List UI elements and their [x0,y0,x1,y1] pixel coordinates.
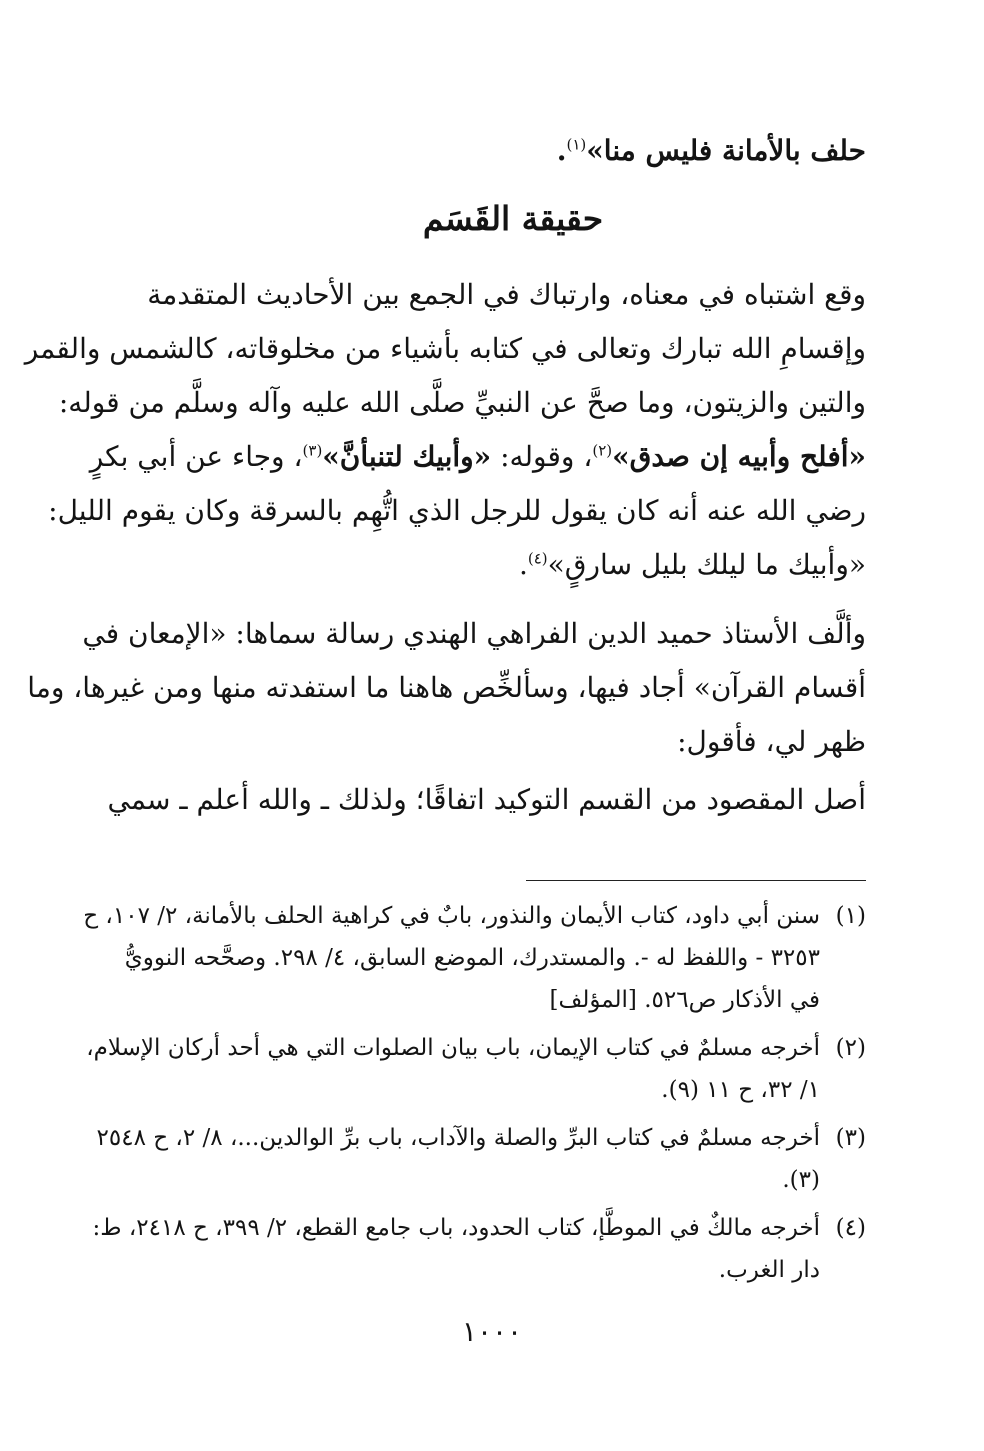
punctuation: . [518,548,528,581]
text-line: أقسام القرآن» أجاد فيها، وسألخِّص هاهنا ما استفدته منها ومن غيرها، وما [27,671,866,704]
text-line: ظهر لي، فأقول: [677,725,866,758]
quote-end: حلف بالأمانة فليس منا» [586,134,866,167]
footnote-separator [526,880,866,881]
text-line: رضي الله عنه أنه كان يقول للرجل الذي اتُّهِم بالسرقة وكان يقوم الليل: [48,494,866,527]
footnote-text [86,1027,820,1111]
footnote-line: أخرجه مالكٌ في الموطَّإ، كتاب الحدود، باب جامع القطع، ٢/ ٣٩٩، ح ٢٤١٨، ط: [92,1215,820,1241]
paragraph-2 [27,607,866,769]
punctuation: . [556,134,567,167]
text-line: وألَّف الأستاذ حميد الدين الفراهي الهندي رسالة سماها: «الإمعان في [82,617,866,650]
footnote-line: دار الغرب. [718,1257,820,1283]
footnote-text [83,895,820,1021]
section-heading: حقيقة القَسَم [422,199,604,238]
footnote [86,1027,866,1111]
text-line [160,538,866,592]
text-line: والتين والزيتون، وما صحَّ عن النبيِّ صلَّى الله عليه وآله وسلَّم من قوله: [58,386,866,419]
footnote-line: سنن أبي داود، كتاب الأيمان والنذور، بابٌ في كراهية الحلف بالأمانة، ٢/ ١٠٧، ح [83,903,820,929]
footnote-number: (٣) [835,1125,866,1151]
page-number: ١٠٠٠ [461,1315,523,1348]
paragraph-1 [24,268,866,592]
footnote-line: ١/ ٣٢، ح ١١ (٩). [661,1077,820,1103]
footnote-number: (١) [835,903,866,929]
footnote-ref: (٢) [592,441,613,460]
footnote-ref: (١) [566,135,587,154]
carryover-line [160,124,866,178]
text-line: وقع اشتباه في معناه، وارتباك في الجمع بين الأحاديث المتقدمة [147,278,866,311]
footnote [92,1207,866,1291]
text-line [160,124,866,178]
footnotes [83,895,866,1297]
footnote [96,1117,866,1201]
footnote-ref: (٣) [302,441,323,460]
footnote-ref: (٤) [527,549,548,568]
footnote-text [97,1117,820,1201]
hadith-quote: «وأبيك لتنبأنَّ» [322,440,492,473]
footnote-number: (٤) [835,1215,866,1241]
footnote-line: ٣٢٥٣ - واللفظ له -. والمستدرك، الموضع السابق، ٤/ ٢٩٨. وصحَّحه النوويُّ [124,945,820,971]
text-span: ، وقوله: [491,440,593,473]
text-line: وإقسامِ الله تبارك وتعالى في كتابه بأشياء من مخلوقاته، كالشمس والقمر [24,332,866,365]
quote: «وأبيك ما ليلك بليل سارقٍ» [547,548,866,581]
footnote-text [93,1207,820,1291]
text-span: ، وجاء عن أبي بكرٍ [89,440,303,473]
text-line: أصل المقصود من القسم التوكيد اتفاقًا؛ ولذلك ـ والله أعلم ـ سمي [107,783,866,816]
paragraph-3 [107,773,866,827]
text-line [89,430,866,484]
footnote-line: (٣). [782,1167,820,1193]
footnote [83,895,866,1021]
footnote-line: أخرجه مسلمٌ في كتاب البرِّ والصلة والآداب، باب برِّ الوالدين...، ٨/ ٢، ح ٢٥٤٨ [96,1125,820,1151]
footnote-line: أخرجه مسلمٌ في كتاب الإيمان، باب بيان الصلوات التي هي أحد أركان الإسلام، [86,1035,820,1061]
footnote-number: (٢) [835,1035,866,1061]
hadith-quote: «أفلح وأبيه إن صدق» [612,440,866,473]
footnote-line: في الأذكار ص٥٢٦. [المؤلف] [549,987,820,1013]
